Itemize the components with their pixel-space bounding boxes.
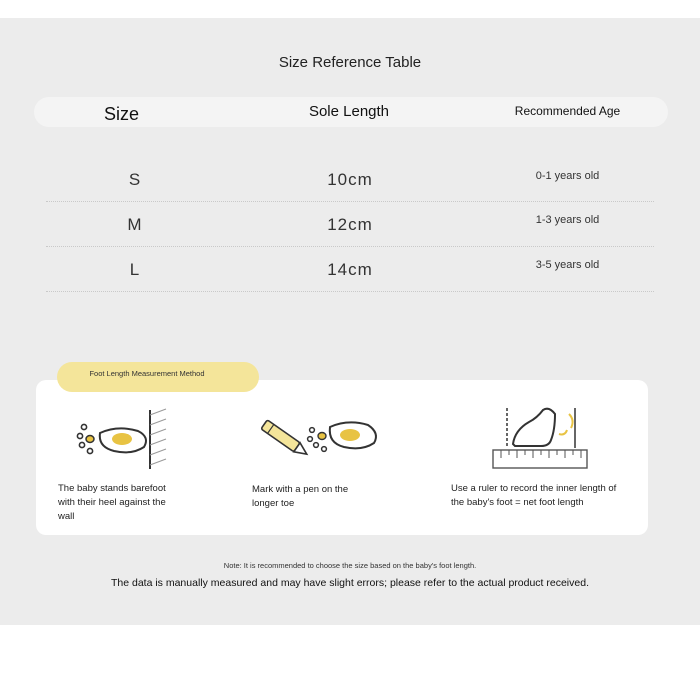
row-l-size: L [129, 260, 141, 279]
size-note: Note: It is recommended to choose the size based on the baby's foot length. [223, 561, 477, 570]
row-l-sole-length: 14cm [327, 260, 373, 279]
row-m-sole-length: 12cm [327, 215, 373, 234]
row-divider [46, 201, 654, 202]
header-size: Size [104, 104, 140, 124]
row-divider [46, 291, 654, 292]
measurement-label: Foot Length Measurement Method [89, 369, 205, 378]
measurement-disclaimer: The data is manually measured and may have slight errors; please refer to the actual product received. [110, 577, 589, 589]
pen-mark-toe-icon [250, 405, 385, 475]
step-2-text: Mark with a pen on the longer toe [252, 484, 349, 509]
row-divider [46, 246, 654, 247]
header-sole-length: Sole Length [308, 103, 390, 120]
step-3-text: Use a ruler to record the inner length of the baby's foot = net foot length [451, 483, 617, 508]
ruler-foot-icon [485, 400, 595, 475]
row-s-size: S [128, 170, 142, 189]
header-recommended-age: Recommended Age [514, 104, 621, 118]
row-s-sole-length: 10cm [327, 170, 373, 189]
footprint-heel-wall-icon [70, 405, 170, 475]
row-m-size: M [127, 215, 143, 234]
row-l-age: 3-5 years old [535, 259, 600, 271]
row-s-age: 0-1 years old [535, 170, 600, 182]
step-1-text: The baby stands barefoot with their heel against the wall [58, 483, 166, 522]
row-m-age: 1-3 years old [535, 214, 600, 226]
page-title: Size Reference Table [278, 54, 422, 71]
